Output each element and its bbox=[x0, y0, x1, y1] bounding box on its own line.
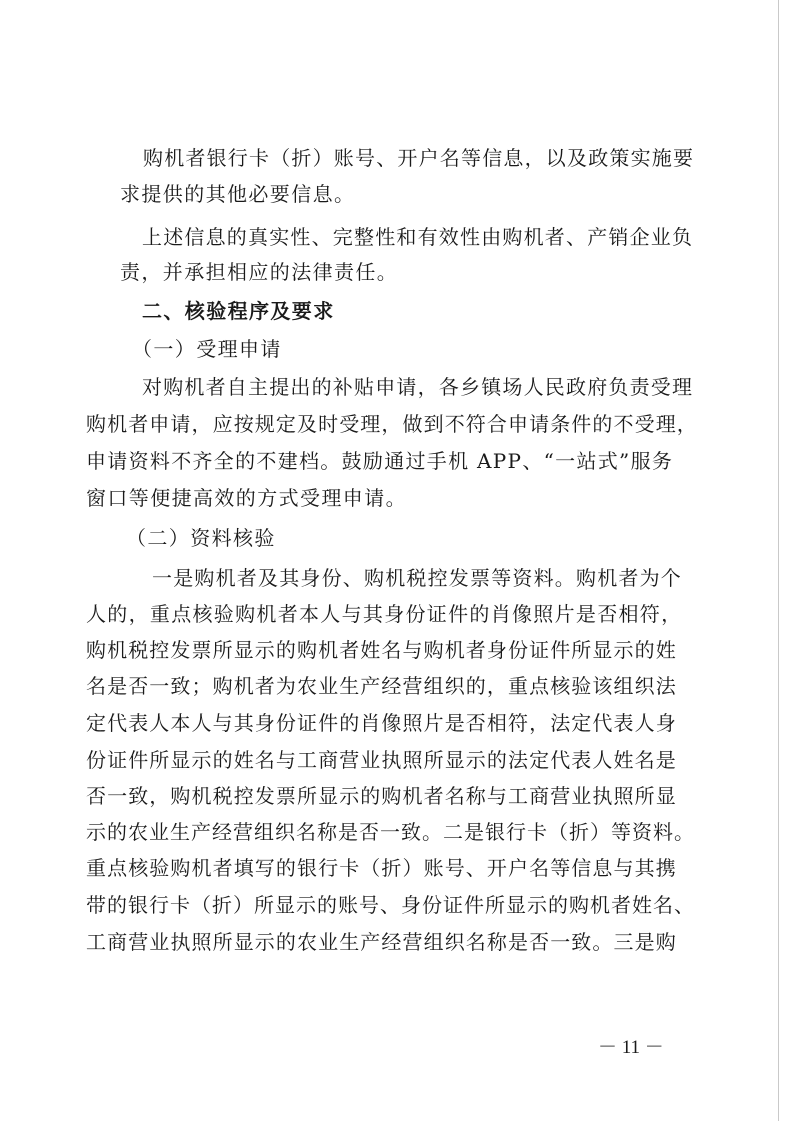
text-line-22: 工商营业执照所显示的农业生产经营组织名称是否一致。三是购 bbox=[86, 930, 677, 954]
text-line-15: 名是否一致；购机者为农业生产经营组织的，重点核验该组织法 bbox=[86, 674, 677, 698]
text-line-4: 责，并承担相应的法律责任。 bbox=[120, 260, 399, 284]
text-line-3: 上述信息的真实性、完整性和有效性由购机者、产销企业负 bbox=[142, 225, 694, 249]
page-number: － 11 － bbox=[598, 1037, 664, 1058]
subsection-heading-2: （二）资料核验 bbox=[126, 526, 276, 550]
text-line-8: 购机者申请，应按规定及时受理，做到不符合申请条件的不受理， bbox=[86, 412, 698, 436]
text-line-14: 购机税控发票所显示的购机者姓名与购机者身份证件所显示的姓 bbox=[86, 638, 677, 662]
text-line-13: 人的，重点核验购机者本人与其身份证件的肖像照片是否相符， bbox=[86, 602, 683, 626]
text-line-1: 购机者银行卡（折）账号、开户名等信息，以及政策实施要 bbox=[143, 146, 695, 170]
page-edge-line bbox=[778, 0, 779, 1121]
text-line-18: 否一致，购机税控发票所显示的购机者名称与工商营业执照所显 bbox=[86, 784, 677, 808]
text-line-2: 求提供的其他必要信息。 bbox=[120, 182, 356, 206]
text-line-19: 示的农业生产经营组织名称是否一致。二是银行卡（折）等资料。 bbox=[86, 820, 695, 844]
text-line-9: 申请资料不齐全的不建档。鼓励通过手机 APP、“一站式”服务 bbox=[86, 449, 674, 473]
text-line-16: 定代表人本人与其身份证件的肖像照片是否相符，法定代表人身 bbox=[86, 711, 677, 735]
text-line-7: 对购机者自主提出的补贴申请，各乡镇场人民政府负责受理 bbox=[142, 375, 694, 399]
text-line-10: 窗口等便捷高效的方式受理申请。 bbox=[86, 486, 407, 510]
subsection-heading-1: （一）受理申请 bbox=[132, 337, 282, 361]
text-line-21: 带的银行卡（折）所显示的账号、身份证件所显示的购机者姓名、 bbox=[86, 893, 695, 917]
section-heading: 二、核验程序及要求 bbox=[142, 299, 335, 323]
text-line-17: 份证件所显示的姓名与工商营业执照所显示的法定代表人姓名是 bbox=[86, 748, 677, 772]
text-line-20: 重点核验购机者填写的银行卡（折）账号、开户名等信息与其携 bbox=[86, 856, 677, 880]
text-line-12: 一是购机者及其身份、购机税控发票等资料。购机者为个 bbox=[152, 566, 682, 590]
